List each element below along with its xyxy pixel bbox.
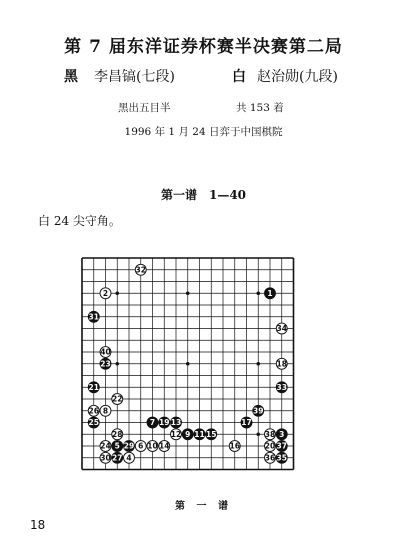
- move-number: 15: [206, 429, 217, 439]
- move-number: 18: [276, 359, 287, 369]
- move-number: 14: [159, 441, 170, 451]
- move-number: 28: [112, 429, 123, 439]
- move-number: 37: [276, 441, 287, 451]
- move-number: 40: [100, 347, 111, 357]
- komi-info: 黑出五目半: [118, 102, 171, 114]
- move-number: 25: [88, 418, 99, 428]
- move-number: 17: [241, 418, 252, 428]
- move-number: 11: [194, 429, 205, 439]
- move-number: 36: [264, 453, 276, 463]
- star-point: [256, 291, 260, 295]
- star-point: [115, 291, 119, 295]
- move-number: 20: [264, 441, 276, 451]
- move-number: 29: [123, 441, 135, 451]
- star-point: [186, 362, 190, 366]
- move-number: 30: [100, 453, 111, 463]
- star-point: [115, 362, 119, 366]
- move-number: 21: [88, 382, 99, 392]
- move-number: 22: [112, 394, 123, 404]
- move-number: 10: [147, 441, 158, 451]
- move-number: 3: [279, 429, 285, 439]
- move-number: 33: [276, 382, 287, 392]
- move-number: 9: [185, 429, 191, 439]
- move-number: 34: [276, 324, 287, 334]
- star-point: [256, 362, 260, 366]
- move-number: 39: [253, 406, 264, 416]
- move-number: 5: [114, 441, 120, 451]
- move-number: 26: [88, 406, 99, 416]
- figure-caption: 第 一 谱: [175, 501, 232, 512]
- move-number: 6: [138, 441, 144, 451]
- star-point: [186, 291, 190, 295]
- commentary-text: 白 24 尖守角。: [38, 214, 121, 228]
- move-number: 19: [159, 418, 170, 428]
- move-number: 4: [126, 453, 132, 463]
- total-moves: 共 153 着: [236, 102, 284, 114]
- move-number: 23: [100, 359, 111, 369]
- move-number: 1: [267, 288, 273, 298]
- move-number: 8: [102, 406, 109, 416]
- move-number: 38: [264, 429, 276, 439]
- white-player-label: 白: [232, 69, 246, 85]
- page-number: 18: [30, 518, 46, 532]
- move-number: 24: [100, 441, 111, 451]
- move-number: 31: [88, 312, 99, 322]
- move-number: 27: [112, 453, 123, 463]
- move-number: 2: [102, 288, 109, 298]
- move-number: 13: [170, 418, 182, 428]
- star-point: [256, 432, 260, 436]
- figure-title: 第一谱 1—40: [160, 188, 247, 202]
- game-title: 第 7 届东洋证券杯赛半决赛第二局: [64, 37, 343, 57]
- white-player-name: 赵治勋(九段): [257, 69, 338, 85]
- black-player-label: 黑: [64, 69, 78, 85]
- black-player-name: 李昌镐(七段): [94, 69, 175, 85]
- move-number: 32: [135, 265, 146, 275]
- move-number: 12: [170, 429, 182, 439]
- date-venue: 1996 年 1 月 24 日弈于中国棋院: [124, 126, 283, 138]
- move-number: 7: [149, 418, 156, 428]
- move-number: 16: [229, 441, 240, 451]
- move-number: 35: [276, 453, 287, 463]
